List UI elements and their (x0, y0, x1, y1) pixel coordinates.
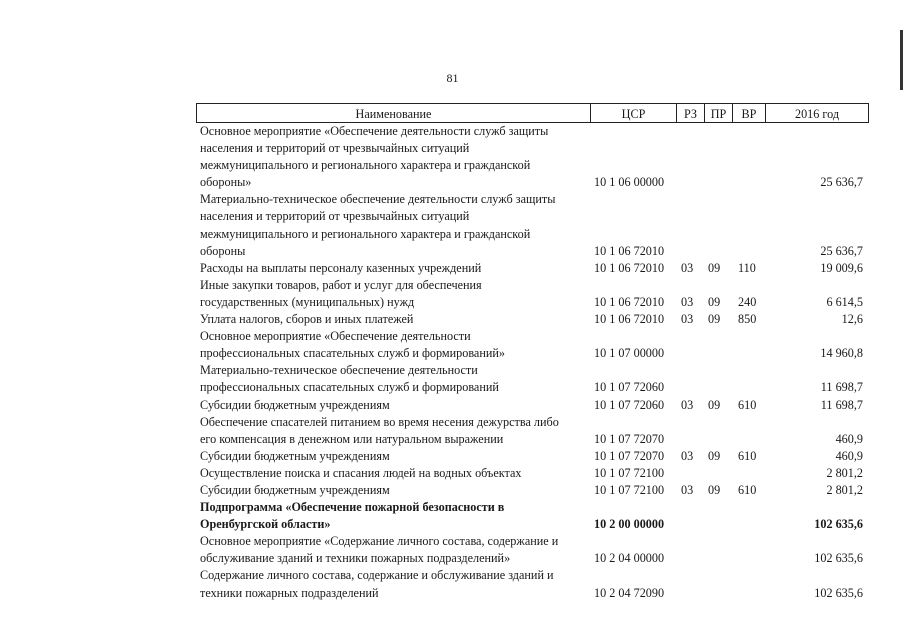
row-rz: 03 (681, 482, 694, 497)
row-vr: 110 (738, 260, 756, 275)
table-row (196, 397, 869, 414)
row-csr: 10 1 07 72060 (594, 380, 665, 395)
header-csr: ЦСР (621, 107, 646, 121)
row-value: 460,9 (835, 448, 863, 463)
row-csr: 10 1 07 72070 (594, 448, 665, 463)
table-row (196, 123, 869, 191)
table-row (196, 448, 869, 465)
row-name: Субсидии бюджетным учреждениям (200, 397, 390, 412)
row-value: 2 801,2 (826, 482, 863, 497)
row-rz: 03 (681, 294, 694, 309)
table-row (196, 465, 869, 482)
table-header (196, 103, 869, 123)
row-csr: 10 1 06 72010 (594, 243, 665, 258)
row-value: 11 698,7 (820, 397, 863, 412)
row-name: Субсидии бюджетным учреждениям (200, 482, 390, 497)
row-value: 102 635,6 (814, 517, 863, 532)
page-number: 81 (446, 71, 459, 85)
row-csr: 10 2 00 00000 (594, 517, 665, 532)
row-csr: 10 1 07 72100 (594, 465, 665, 480)
row-pr: 09 (708, 312, 721, 327)
row-csr: 10 1 07 72100 (594, 482, 665, 497)
row-value: 6 614,5 (826, 294, 863, 309)
row-name: Основное мероприятие «Обеспечение деятельности служб защиты населения и территорий от чрезвычайных ситуаций межмуниципального и регионального характера и гражданской обороны» (200, 124, 549, 190)
table-body (196, 123, 869, 602)
table-row (196, 311, 869, 328)
row-value: 12,6 (841, 312, 863, 327)
row-name: Расходы на выплаты персоналу казенных учреждений (200, 260, 482, 275)
table-row (196, 414, 869, 448)
row-vr: 240 (738, 294, 757, 309)
row-name: Уплата налогов, сборов и иных платежей (200, 312, 414, 327)
row-name: Основное мероприятие «Содержание личного состава, содержание и обслуживание зданий и техники пожарных подразделений» (200, 534, 559, 566)
row-csr: 10 1 07 00000 (594, 346, 665, 361)
table-row (196, 567, 869, 601)
header-year: 2016 год (794, 107, 840, 121)
header-name: Наименование (355, 107, 432, 121)
row-rz: 03 (681, 312, 694, 327)
row-name: Основное мероприятие «Обеспечение деятельности профессиональных спасательных служб и формирований» (200, 329, 505, 361)
row-value: 2 801,2 (826, 465, 863, 480)
row-value: 25 636,7 (820, 175, 863, 190)
row-name: Содержание личного состава, содержание и обслуживание зданий и техники пожарных подразделений (200, 568, 554, 600)
row-csr: 10 2 04 72090 (594, 585, 665, 600)
row-csr: 10 1 07 72060 (594, 397, 665, 412)
table-row (196, 260, 869, 277)
row-pr: 09 (708, 397, 721, 412)
row-value: 19 009,6 (820, 260, 863, 275)
row-csr: 10 2 04 00000 (594, 551, 665, 566)
row-name: Материально-техническое обеспечение деятельности профессиональных спасательных служб и формирований (200, 363, 499, 395)
header-rz: РЗ (683, 107, 698, 121)
table-row (196, 191, 869, 259)
row-vr: 610 (738, 397, 757, 412)
row-value: 14 960,8 (820, 346, 863, 361)
row-vr: 850 (738, 312, 757, 327)
row-name: Материально-техническое обеспечение деятельности служб защиты населения и территорий от чрезвычайных ситуаций межмуниципального и регионального характера и гражданской обороны (200, 192, 556, 258)
row-pr: 09 (708, 294, 721, 309)
table-row (196, 499, 869, 533)
row-pr: 09 (708, 260, 721, 275)
table-row (196, 482, 869, 499)
row-rz: 03 (681, 448, 694, 463)
row-name: Обеспечение спасателей питанием во время несения дежурства либо его компенсация в денежном или натуральном выражении (200, 414, 559, 446)
row-vr: 610 (738, 448, 757, 463)
row-pr: 09 (708, 482, 721, 497)
row-name: Иные закупки товаров, работ и услуг для обеспечения государственных (муниципальных) нужд (200, 277, 482, 309)
row-name: Субсидии бюджетным учреждениям (200, 448, 390, 463)
row-value: 102 635,6 (814, 585, 863, 600)
row-csr: 10 1 07 72070 (594, 431, 665, 446)
row-csr: 10 1 06 72010 (594, 260, 665, 275)
table-row (196, 277, 869, 311)
row-rz: 03 (681, 260, 694, 275)
row-csr: 10 1 06 00000 (594, 175, 665, 190)
row-value: 460,9 (835, 431, 863, 446)
budget-table (196, 103, 869, 602)
table-row (196, 328, 869, 362)
table-row (196, 362, 869, 396)
row-value: 102 635,6 (814, 551, 863, 566)
header-pr: ПР (710, 107, 727, 121)
row-csr: 10 1 06 72010 (594, 294, 665, 309)
row-vr: 610 (738, 482, 757, 497)
table-row (196, 533, 869, 567)
row-value: 11 698,7 (820, 380, 863, 395)
header-vr: ВР (741, 107, 757, 121)
scan-edge-mark (900, 30, 903, 90)
row-pr: 09 (708, 448, 721, 463)
row-name: Подпрограмма «Обеспечение пожарной безопасности в Оренбургской области» (200, 500, 505, 532)
row-csr: 10 1 06 72010 (594, 312, 665, 327)
row-value: 25 636,7 (820, 243, 863, 258)
row-name: Осуществление поиска и спасания людей на водных объектах (200, 465, 522, 480)
row-rz: 03 (681, 397, 694, 412)
